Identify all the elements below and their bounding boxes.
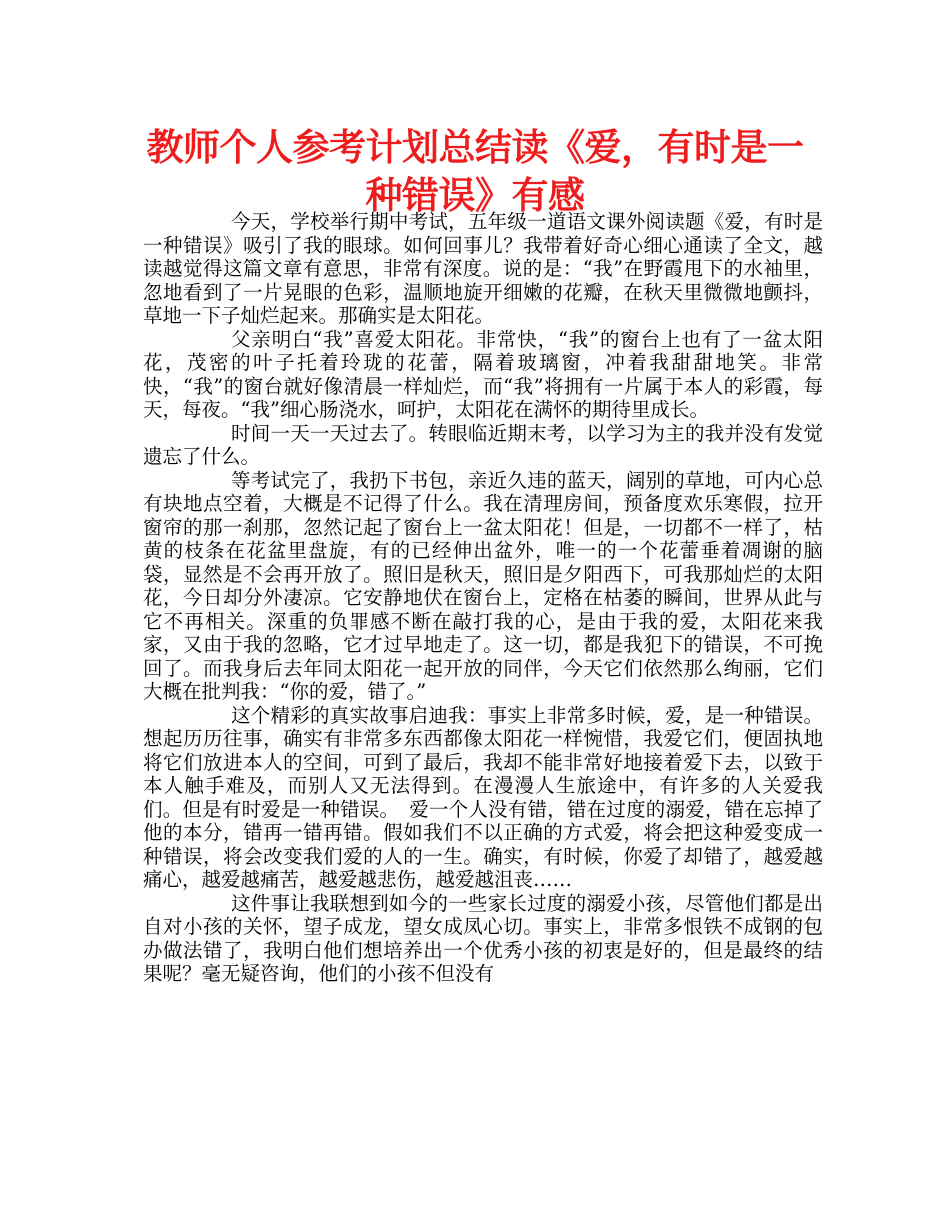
document-body <box>143 210 823 986</box>
paragraph: 这个精彩的真实故事启迪我：事实上非常多时候，爱，是一种错误。想起历历往事，确实有非常多东西都像太阳花一样惋惜，我爱它们，便固执地将它们放进本人的空间，可到了最后，我却不能非常好地接着爱下去，以致于本人触手难及，而别人又无法得到。在漫漫人生旅途中，有许多的人关爱我们。但是有时爱是一种错误。 爱一个人没有错，错在过度的溺爱，错在忘掉了他的本分，错再一错再错。假如我们不以正确的方式爱，将会把这种爱变成一种错误，将会改变我们爱的人的一生。确实，有时候，你爱了却错了，越爱越痛心，越爱越痛苦，越爱越悲伤，越爱越沮丧…… <box>143 703 823 891</box>
document-title: 教师个人参考计划总结读《爱，有时是一种错误》有感 <box>146 126 804 217</box>
paragraph: 父亲明白“我”喜爱太阳花。非常快，“我”的窗台上也有了一盆太阳花，茂密的叶子托着玲珑的花蕾，隔着玻璃窗，冲着我甜甜地笑。非常快，“我”的窗台就好像清晨一样灿烂，而“我”将拥有一片属于本人的彩霞，每天，每夜。“我”细心肠浇水，呵护，太阳花在满怀的期待里成长。 <box>143 327 823 421</box>
paragraph: 这件事让我联想到如今的一些家长过度的溺爱小孩，尽管他们都是出自对小孩的关怀，望子成龙，望女成凤心切。事实上，非常多恨铁不成钢的包办做法错了，我明白他们想培养出一个优秀小孩的初衷是好的，但是最终的结果呢？毫无疑咨询，他们的小孩不但没有 <box>143 891 823 985</box>
paragraph: 等考试完了，我扔下书包，亲近久违的蓝天，阔别的草地，可内心总有块地点空着，大概是不记得了什么。我在清理房间，预备度欢乐寒假，拉开窗帘的那一刹那，忽然记起了窗台上一盆太阳花！但是，一切都不一样了，枯黄的枝条在花盆里盘旋，有的已经伸出盆外，唯一的一个花蕾垂着凋谢的脑袋，显然是不会再开放了。照旧是秋天，照旧是夕阳西下，可我那灿烂的太阳花，今日却分外凄凉。它安静地伏在窗台上，定格在枯萎的瞬间，世界从此与它不再相关。深重的负罪感不断在敲打我的心，是由于我的爱，太阳花来我家，又由于我的忽略，它才过早地走了。这一切，都是我犯下的错误，不可挽回了。而我身后去年同太阳花一起开放的同伴，今天它们依然那么绚丽，它们大概在批判我：“你的爱，错了。” <box>143 468 823 703</box>
paragraph: 时间一天一天过去了。转眼临近期末考，以学习为主的我并没有发觉遗忘了什么。 <box>143 421 823 468</box>
paragraph: 今天，学校举行期中考试，五年级一道语文课外阅读题《爱，有时是一种错误》吸引了我的眼球。如何回事儿？我带着好奇心细心通读了全文，越读越觉得这篇文章有意思，非常有深度。说的是：“我”在野霞甩下的水袖里，忽地看到了一片晃眼的色彩，温顺地旋开细嫩的花瓣，在秋天里微微地颤抖，草地一下子灿烂起来。那确实是太阳花。 <box>143 210 823 327</box>
